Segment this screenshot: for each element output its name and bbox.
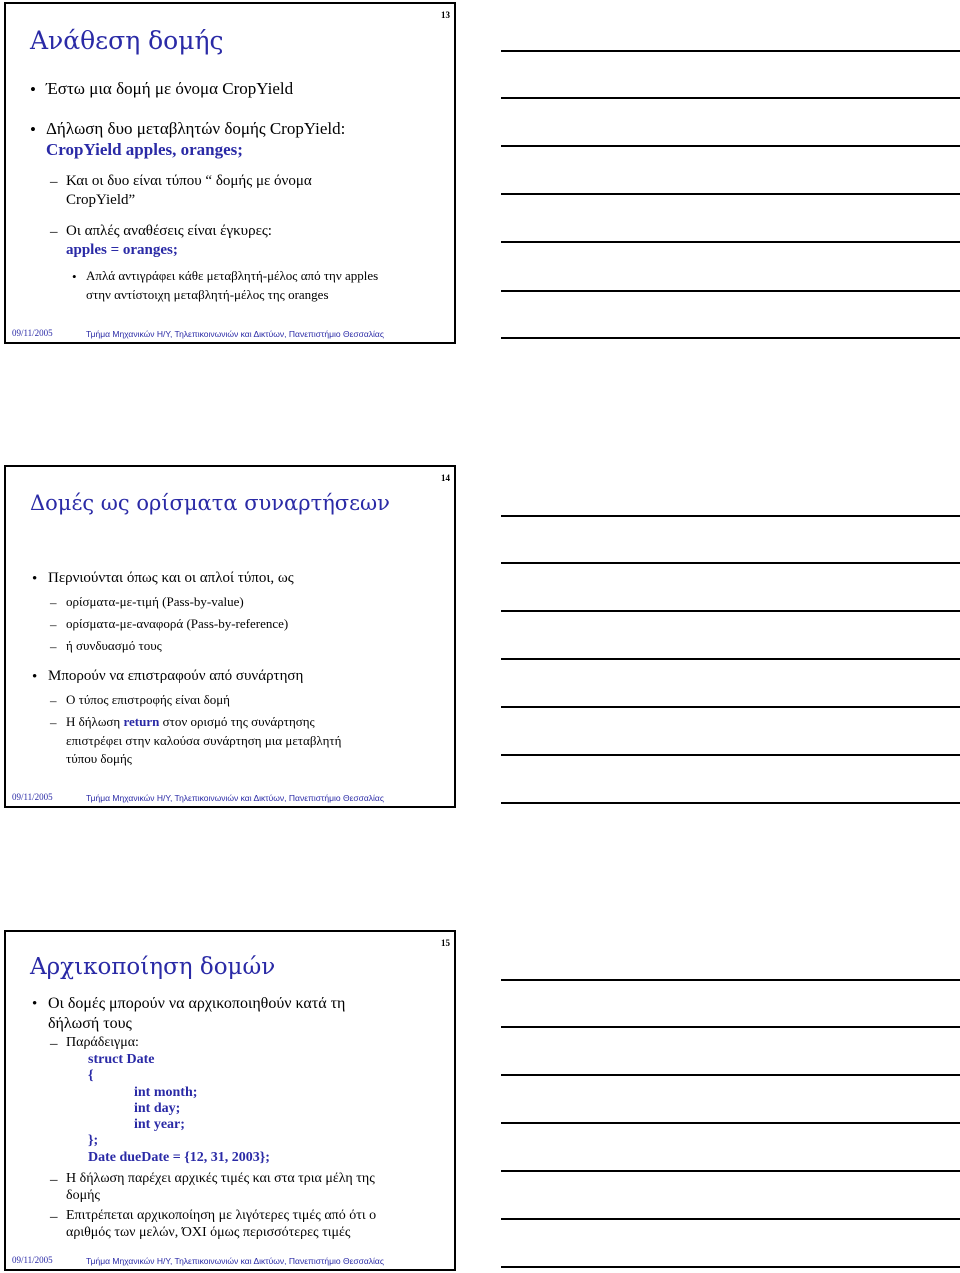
bullet-text: Έστω μια δομή με όνομα CropYield xyxy=(46,79,294,98)
sub-bullet-text: Επιτρέπεται αρχικοποίηση με λιγότερες τιμές από ότι ο xyxy=(66,1208,377,1223)
dash-marker: – xyxy=(50,174,58,190)
dash-marker: – xyxy=(50,639,57,654)
sub-bullet-text: Οι απλές αναθέσεις είναι έγκυρες: xyxy=(66,223,272,239)
footer-department: Τμήμα Μηχανικών Η/Υ, Τηλεπικοινωνιών και Δικτύων, Πανεπιστήμιο Θεσσαλίας xyxy=(86,1256,384,1266)
sub-bullet-text: CropYield” xyxy=(66,192,136,208)
code-line: { xyxy=(88,1068,94,1083)
bullet-marker: • xyxy=(30,80,36,99)
slide-13 xyxy=(4,2,456,344)
dash-marker: – xyxy=(50,1172,58,1188)
notes-line xyxy=(501,145,960,147)
code-line: int day; xyxy=(134,1101,181,1116)
slide-title: Αρχικοποίηση δομών xyxy=(30,954,276,980)
notes-line xyxy=(501,754,960,756)
code-line: struct Date xyxy=(88,1052,155,1067)
sub-bullet-text xyxy=(66,715,315,728)
sub-bullet-text: ορίσματα-με-αναφορά (Pass-by-reference) xyxy=(66,616,289,631)
notes-line xyxy=(501,658,960,660)
code-text: apples = oranges; xyxy=(66,242,178,258)
footer-department: Τμήμα Μηχανικών Η/Υ, Τηλεπικοινωνιών και Δικτύων, Πανεπιστήμιο Θεσσαλίας xyxy=(86,329,384,339)
notes-line xyxy=(501,290,960,292)
notes-line xyxy=(501,1026,960,1028)
notes-line xyxy=(501,1218,960,1220)
dash-marker: – xyxy=(50,224,58,240)
notes-line xyxy=(501,706,960,708)
dash-marker: – xyxy=(50,715,57,730)
footer-date: 09/11/2005 xyxy=(12,792,53,802)
slide-15 xyxy=(4,930,456,1271)
notes-line xyxy=(501,241,960,243)
notes-line xyxy=(501,1074,960,1076)
bullet-text: Μπορούν να επιστραφούν από συνάρτηση xyxy=(48,668,304,684)
notes-line xyxy=(501,802,960,804)
bullet-text: Περνιούνται όπως και οι απλοί τύποι, ως xyxy=(48,570,294,586)
text-part: Η δήλωση xyxy=(66,714,124,729)
notes-line xyxy=(501,979,960,981)
sub-bullet-text: Ο τύπος επιστροφής είναι δομή xyxy=(66,692,230,707)
sub-bullet-text: τύπου δομής xyxy=(66,751,132,766)
notes-line xyxy=(501,1122,960,1124)
dash-marker: – xyxy=(50,595,57,610)
bullet-marker: • xyxy=(32,571,38,587)
sub-bullet-text: επιστρέφει στην καλούσα συνάρτηση μια μεταβλητή xyxy=(66,733,342,748)
sub-bullet-text: ορίσματα-με-τιμή (Pass-by-value) xyxy=(66,594,244,609)
code-text: CropYield apples, oranges; xyxy=(46,140,243,159)
bullet-marker: • xyxy=(32,669,38,685)
dash-marker: – xyxy=(50,617,57,632)
bullet-marker: • xyxy=(30,120,36,139)
text-part: στον ορισμό της συνάρτησης xyxy=(159,714,315,729)
dash-marker: – xyxy=(50,1209,58,1225)
bullet-text: δήλωσή τους xyxy=(48,1015,132,1032)
sub-bullet-text: Και οι δυο είναι τύπου “ δομής με όνομα xyxy=(66,173,312,189)
notes-line xyxy=(501,1266,960,1268)
sub-bullet-text: αριθμός των μελών, ΌΧΙ όμως περισσότερες τιμές xyxy=(66,1225,351,1240)
sub-bullet-text: Η δήλωση παρέχει αρχικές τιμές και στα τρια μέλη της xyxy=(66,1171,375,1186)
notes-line xyxy=(501,50,960,52)
sub-sub-bullet-text: στην αντίστοιχη μεταβλητή-μέλος της oranges xyxy=(86,287,329,302)
code-line: int year; xyxy=(134,1117,185,1132)
footer-date: 09/11/2005 xyxy=(12,328,53,338)
notes-line xyxy=(501,97,960,99)
notes-line xyxy=(501,515,960,517)
sub-bullet-text: ή συνδυασμό τους xyxy=(66,638,162,653)
bullet-text: Οι δομές μπορούν να αρχικοποιηθούν κατά τη xyxy=(48,995,346,1012)
footer-date: 09/11/2005 xyxy=(12,1255,53,1265)
code-line: Date dueDate = {12, 31, 2003}; xyxy=(88,1150,270,1165)
slide-number: 14 xyxy=(441,473,450,483)
bullet-text: Δήλωση δυο μεταβλητών δομής CropYield: xyxy=(46,119,346,138)
notes-line xyxy=(501,562,960,564)
notes-line xyxy=(501,193,960,195)
notes-line xyxy=(501,337,960,339)
slide-number: 13 xyxy=(441,10,450,20)
notes-line xyxy=(501,1170,960,1172)
slide-number: 15 xyxy=(441,938,450,948)
sub-bullet-text: Παράδειγμα: xyxy=(66,1035,139,1050)
footer-department: Τμήμα Μηχανικών Η/Υ, Τηλεπικοινωνιών και Δικτύων, Πανεπιστήμιο Θεσσαλίας xyxy=(86,793,384,803)
code-keyword: return xyxy=(123,714,160,729)
slide-title: Ανάθεση δομής xyxy=(30,26,224,55)
notes-line xyxy=(501,610,960,612)
bullet-marker: • xyxy=(72,269,77,284)
sub-sub-bullet-text: Απλά αντιγράφει κάθε μεταβλητή-μέλος από την apples xyxy=(86,268,379,283)
slide-14 xyxy=(4,465,456,808)
dash-marker: – xyxy=(50,693,57,708)
sub-bullet-text: δομής xyxy=(66,1188,100,1203)
slide-title: Δομές ως ορίσματα συναρτήσεων xyxy=(30,491,390,515)
dash-marker: – xyxy=(50,1036,58,1052)
bullet-marker: • xyxy=(32,996,38,1012)
code-line: int month; xyxy=(134,1085,198,1100)
code-line: }; xyxy=(88,1133,99,1148)
